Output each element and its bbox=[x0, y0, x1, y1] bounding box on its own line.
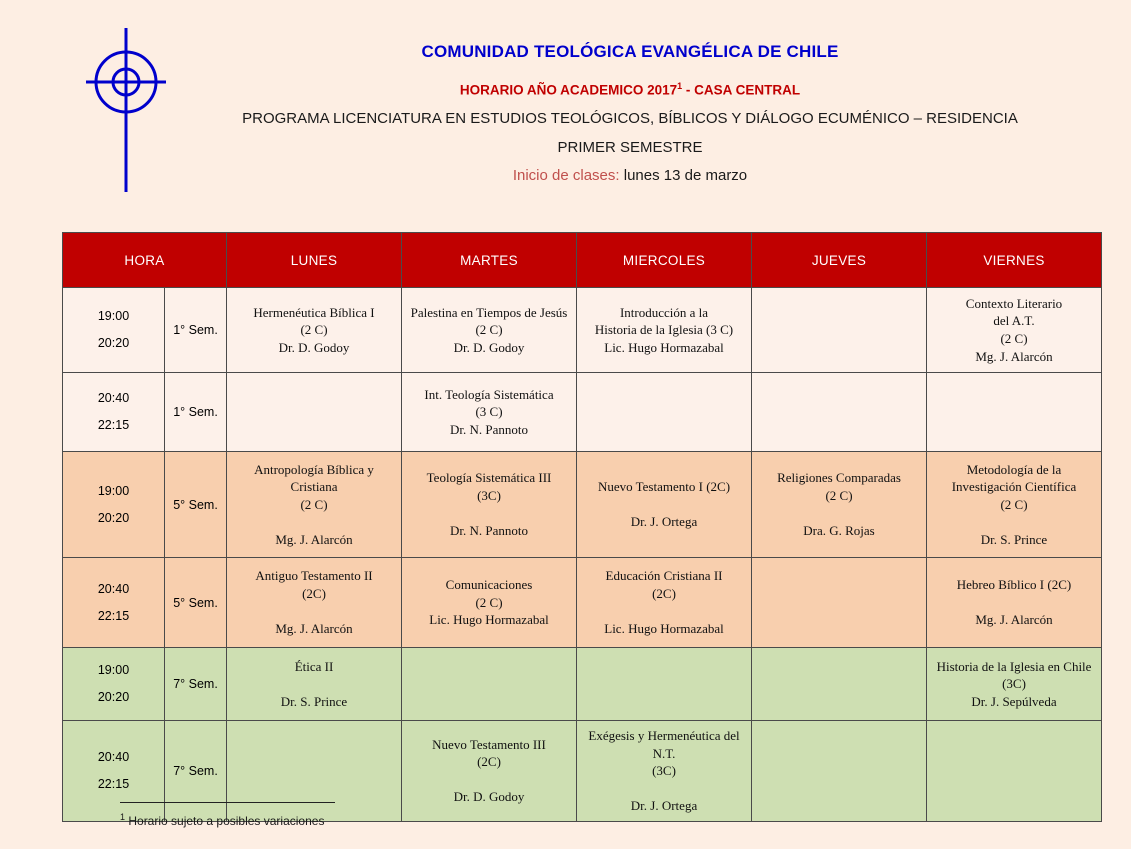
course-cell-lunes: Antropología Bíblica y Cristiana (2 C) Mg. J. Alarcón bbox=[227, 452, 402, 558]
time-end: 20:20 bbox=[97, 690, 130, 704]
course-cell-martes bbox=[402, 648, 577, 721]
column-header-miercoles: MIERCOLES bbox=[577, 233, 752, 288]
course-cell-lunes: Antiguo Testamento II (2C) Mg. J. Alarcón bbox=[227, 558, 402, 648]
semester-cell: 7° Sem. bbox=[165, 648, 227, 721]
course-cell-jueves bbox=[752, 373, 927, 452]
institution-title: COMUNIDAD TEOLÓGICA EVANGÉLICA DE CHILE bbox=[421, 42, 839, 61]
footnote-marker: 1 bbox=[120, 812, 126, 822]
column-header-viernes: VIERNES bbox=[927, 233, 1102, 288]
course-cell-jueves bbox=[752, 288, 927, 373]
time-start: 20:40 bbox=[97, 391, 130, 406]
course-cell-miercoles: Exégesis y Hermenéutica del N.T. (3C) Dr. J. Ortega bbox=[577, 721, 752, 822]
table-row bbox=[63, 648, 1102, 721]
document-header bbox=[180, 42, 1080, 184]
course-cell-miercoles: Nuevo Testamento I (2C) Dr. J. Ortega bbox=[577, 452, 752, 558]
course-cell-miercoles bbox=[577, 373, 752, 452]
semester-cell: 1° Sem. bbox=[165, 373, 227, 452]
course-cell-viernes: Contexto Literario del A.T. (2 C) Mg. J. Alarcón bbox=[927, 288, 1102, 373]
start-of-classes bbox=[180, 167, 1080, 184]
time-cell bbox=[63, 452, 165, 558]
schedule-table bbox=[62, 232, 1102, 822]
column-header-lunes: LUNES bbox=[227, 233, 402, 288]
course-cell-viernes: Historia de la Iglesia en Chile (3C) Dr. J. Sepúlveda bbox=[927, 648, 1102, 721]
course-cell-jueves bbox=[752, 648, 927, 721]
semester-cell: 5° Sem. bbox=[165, 452, 227, 558]
course-cell-jueves: Religiones Comparadas (2 C) Dra. G. Rojas bbox=[752, 452, 927, 558]
table-body bbox=[63, 288, 1102, 822]
time-end: 20:20 bbox=[97, 510, 130, 525]
course-cell-jueves bbox=[752, 721, 927, 822]
start-of-classes-label: Inicio de clases: bbox=[512, 166, 620, 184]
schedule-year-suffix: - CASA CENTRAL bbox=[682, 82, 801, 98]
time-start: 19:00 bbox=[97, 309, 130, 324]
column-header-jueves: JUEVES bbox=[752, 233, 927, 288]
semester-title: PRIMER SEMESTRE bbox=[557, 138, 703, 156]
course-cell-martes: Nuevo Testamento III (2C) Dr. D. Godoy bbox=[402, 721, 577, 822]
column-header-hora: HORA bbox=[63, 233, 227, 288]
course-cell-martes: Int. Teología Sistemática (3 C) Dr. N. Pannoto bbox=[402, 373, 577, 452]
time-end: 22:15 bbox=[97, 776, 130, 791]
course-cell-viernes: Hebreo Bíblico I (2C) Mg. J. Alarcón bbox=[927, 558, 1102, 648]
course-cell-lunes: Ética II Dr. S. Prince bbox=[227, 648, 402, 721]
time-cell bbox=[63, 288, 165, 373]
start-of-classes-value: lunes 13 de marzo bbox=[619, 166, 748, 184]
time-start: 20:40 bbox=[97, 581, 130, 596]
course-cell-viernes bbox=[927, 373, 1102, 452]
course-cell-martes: Teología Sistemática III (3C) Dr. N. Pannoto bbox=[402, 452, 577, 558]
schedule-year-line bbox=[180, 81, 1080, 98]
footnote-text bbox=[120, 812, 620, 828]
time-end: 20:20 bbox=[97, 336, 130, 350]
column-header-martes: MARTES bbox=[402, 233, 577, 288]
course-cell-miercoles: Introducción a la Historia de la Iglesia (3 C) Lic. Hugo Hormazabal bbox=[577, 288, 752, 373]
course-cell-viernes: Metodología de la Investigación Científica (2 C) Dr. S. Prince bbox=[927, 452, 1102, 558]
table-row bbox=[63, 558, 1102, 648]
table-row bbox=[63, 452, 1102, 558]
table-row bbox=[63, 373, 1102, 452]
program-title: PROGRAMA LICENCIATURA EN ESTUDIOS TEOLÓGICOS, BÍBLICOS Y DIÁLOGO ECUMÉNICO – RESIDENCIA bbox=[242, 109, 1018, 127]
course-cell-martes: Comunicaciones (2 C) Lic. Hugo Hormazabal bbox=[402, 558, 577, 648]
course-cell-martes: Palestina en Tiempos de Jesús (2 C) Dr. D. Godoy bbox=[402, 288, 577, 373]
semester-cell: 5° Sem. bbox=[165, 558, 227, 648]
time-start: 19:00 bbox=[97, 663, 130, 678]
course-cell-viernes bbox=[927, 721, 1102, 822]
course-cell-lunes: Hermenéutica Bíblica I (2 C) Dr. D. Godoy bbox=[227, 288, 402, 373]
footnote bbox=[120, 802, 620, 828]
time-cell bbox=[63, 373, 165, 452]
semester-cell: 7° Sem. bbox=[165, 721, 227, 822]
table-row bbox=[63, 288, 1102, 373]
celtic-cross-logo bbox=[78, 20, 174, 200]
time-end: 22:15 bbox=[97, 418, 130, 432]
time-cell bbox=[63, 648, 165, 721]
schedule-year-prefix: HORARIO AÑO ACADEMICO 2017 bbox=[459, 82, 678, 98]
footnote-divider bbox=[120, 802, 335, 803]
time-cell bbox=[63, 558, 165, 648]
footnote-marker-inline: 1 bbox=[677, 81, 683, 91]
course-cell-miercoles bbox=[577, 648, 752, 721]
course-cell-jueves bbox=[752, 558, 927, 648]
course-cell-miercoles: Educación Cristiana II (2C) Lic. Hugo Hormazabal bbox=[577, 558, 752, 648]
course-cell-lunes bbox=[227, 373, 402, 452]
time-start: 20:40 bbox=[97, 749, 130, 764]
time-start: 19:00 bbox=[97, 483, 130, 498]
semester-cell: 1° Sem. bbox=[165, 288, 227, 373]
footnote-body: Horario sujeto a posibles variaciones bbox=[125, 814, 325, 828]
table-header-row bbox=[63, 233, 1102, 288]
time-end: 22:15 bbox=[97, 608, 130, 623]
